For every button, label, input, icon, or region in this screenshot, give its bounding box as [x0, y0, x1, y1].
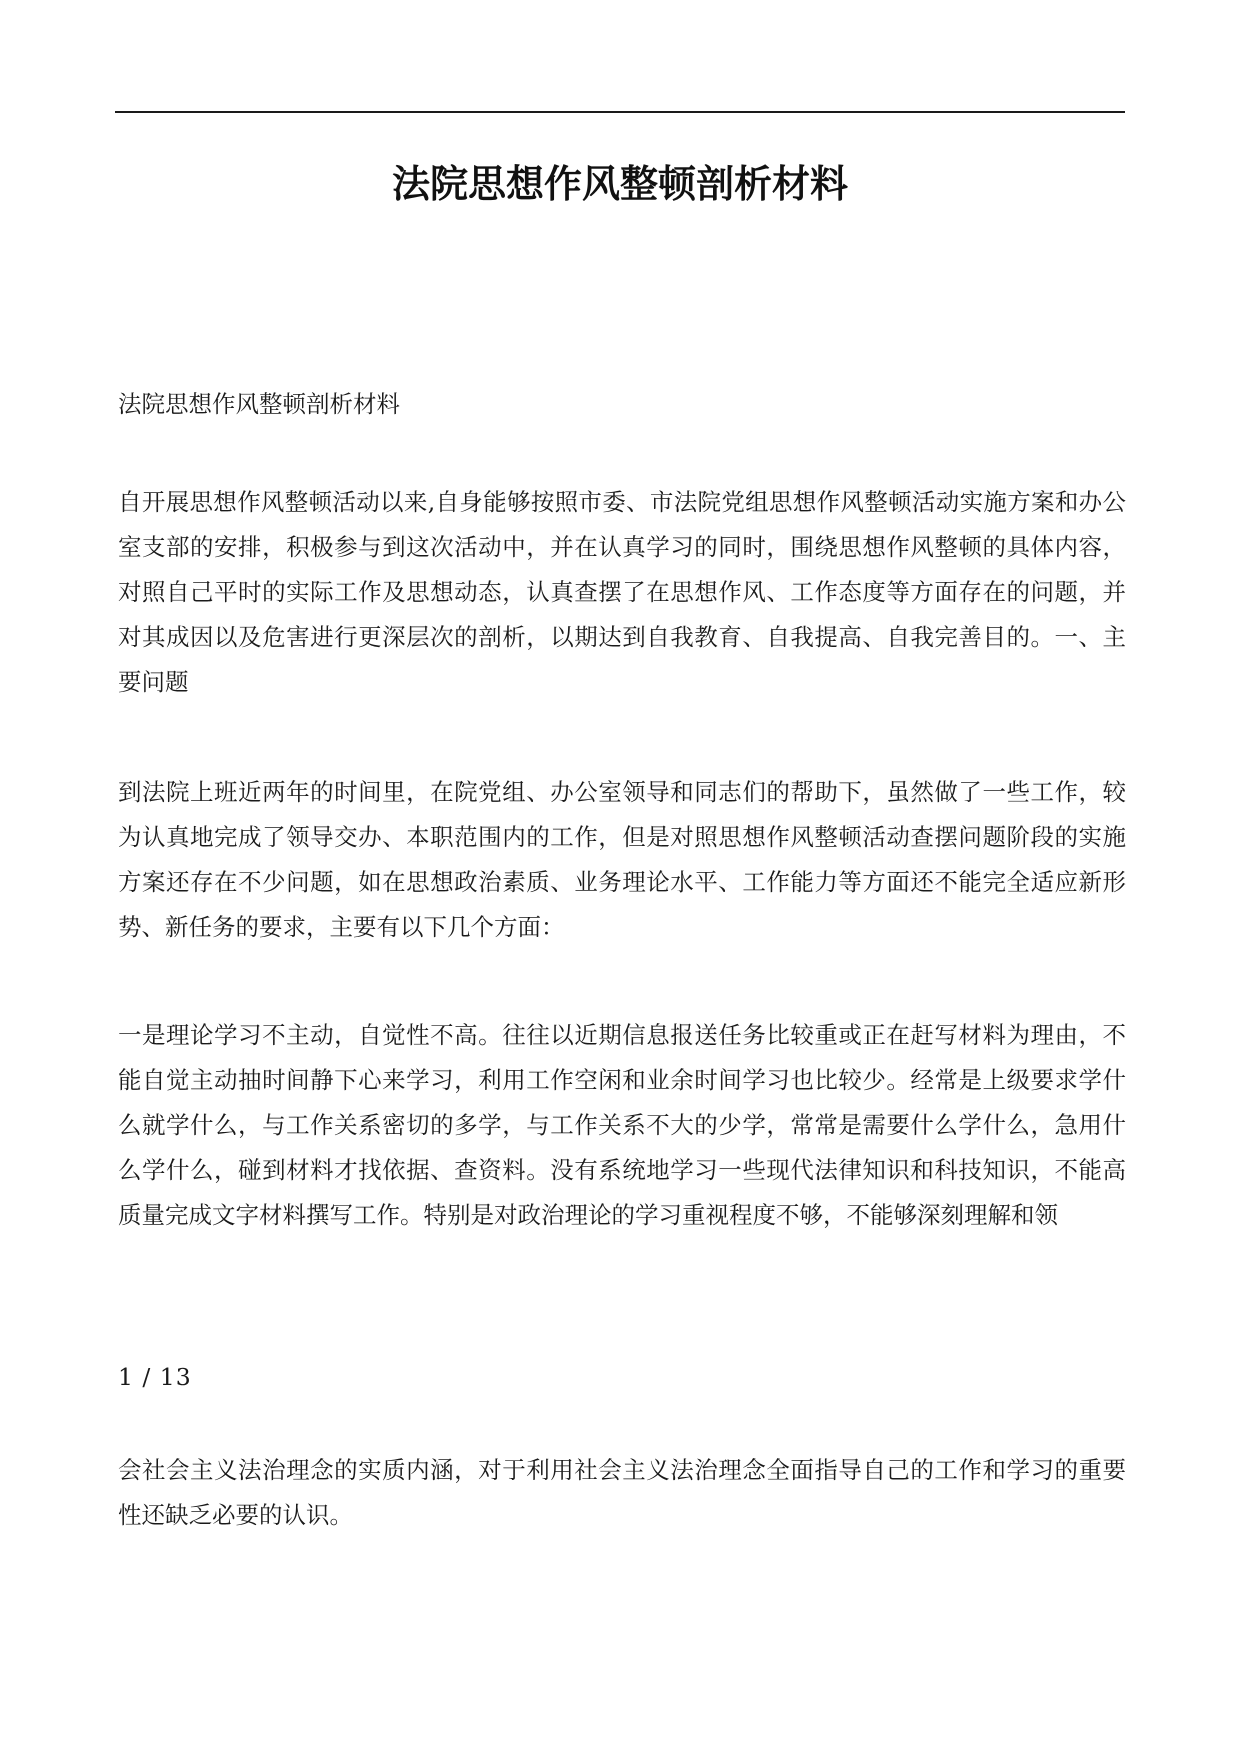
page-number: 1 / 13	[118, 1363, 192, 1391]
document-subtitle: 法院思想作风整顿剖析材料	[118, 390, 400, 418]
document-title: 法院思想作风整顿剖析材料	[391, 161, 848, 206]
paragraph-introduction: 自开展思想作风整顿活动以来,自身能够按照市委、市法院党组思想作风整顿活动实施方案和办公室支部的安排，积极参与到这次活动中，并在认真学习的同时，围绕思想作风整顿的具体内容，对照自己平时的实际工作及思想动态，认真查摆了在思想作风、工作态度等方面存在的问题，并对其成因以及危害进行更深层次的剖析，以期达到自我教育、自我提高、自我完善目的。一、主要问题	[118, 488, 1126, 696]
header-rule	[115, 111, 1125, 113]
paragraph-issue-one: 一是理论学习不主动，自觉性不高。往往以近期信息报送任务比较重或正在赶写材料为理由，不能自觉主动抽时间静下心来学习，利用工作空闲和业余时间学习也比较少。经常是上级要求学什么就学什么，与工作关系密切的多学，与工作关系不大的少学，常常是需要什么学什么，急用什么学什么，碰到材料才找依据、查资料。没有系统地学习一些现代法律知识和科技知识，不能高质量完成文字材料撰写工作。特别是对政治理论的学习重视程度不够，不能够深刻理解和领	[118, 1021, 1126, 1229]
paragraph-overview: 到法院上班近两年的时间里，在院党组、办公室领导和同志们的帮助下，虽然做了一些工作，较为认真地完成了领导交办、本职范围内的工作，但是对照思想作风整顿活动查摆问题阶段的实施方案还存在不少问题，如在思想政治素质、业务理论水平、工作能力等方面还不能完全适应新形势、新任务的要求，主要有以下几个方面：	[118, 778, 1126, 941]
paragraph-continuation: 会社会主义法治理念的实质内涵，对于利用社会主义法治理念全面指导自己的工作和学习的重要性还缺乏必要的认识。	[118, 1456, 1126, 1529]
